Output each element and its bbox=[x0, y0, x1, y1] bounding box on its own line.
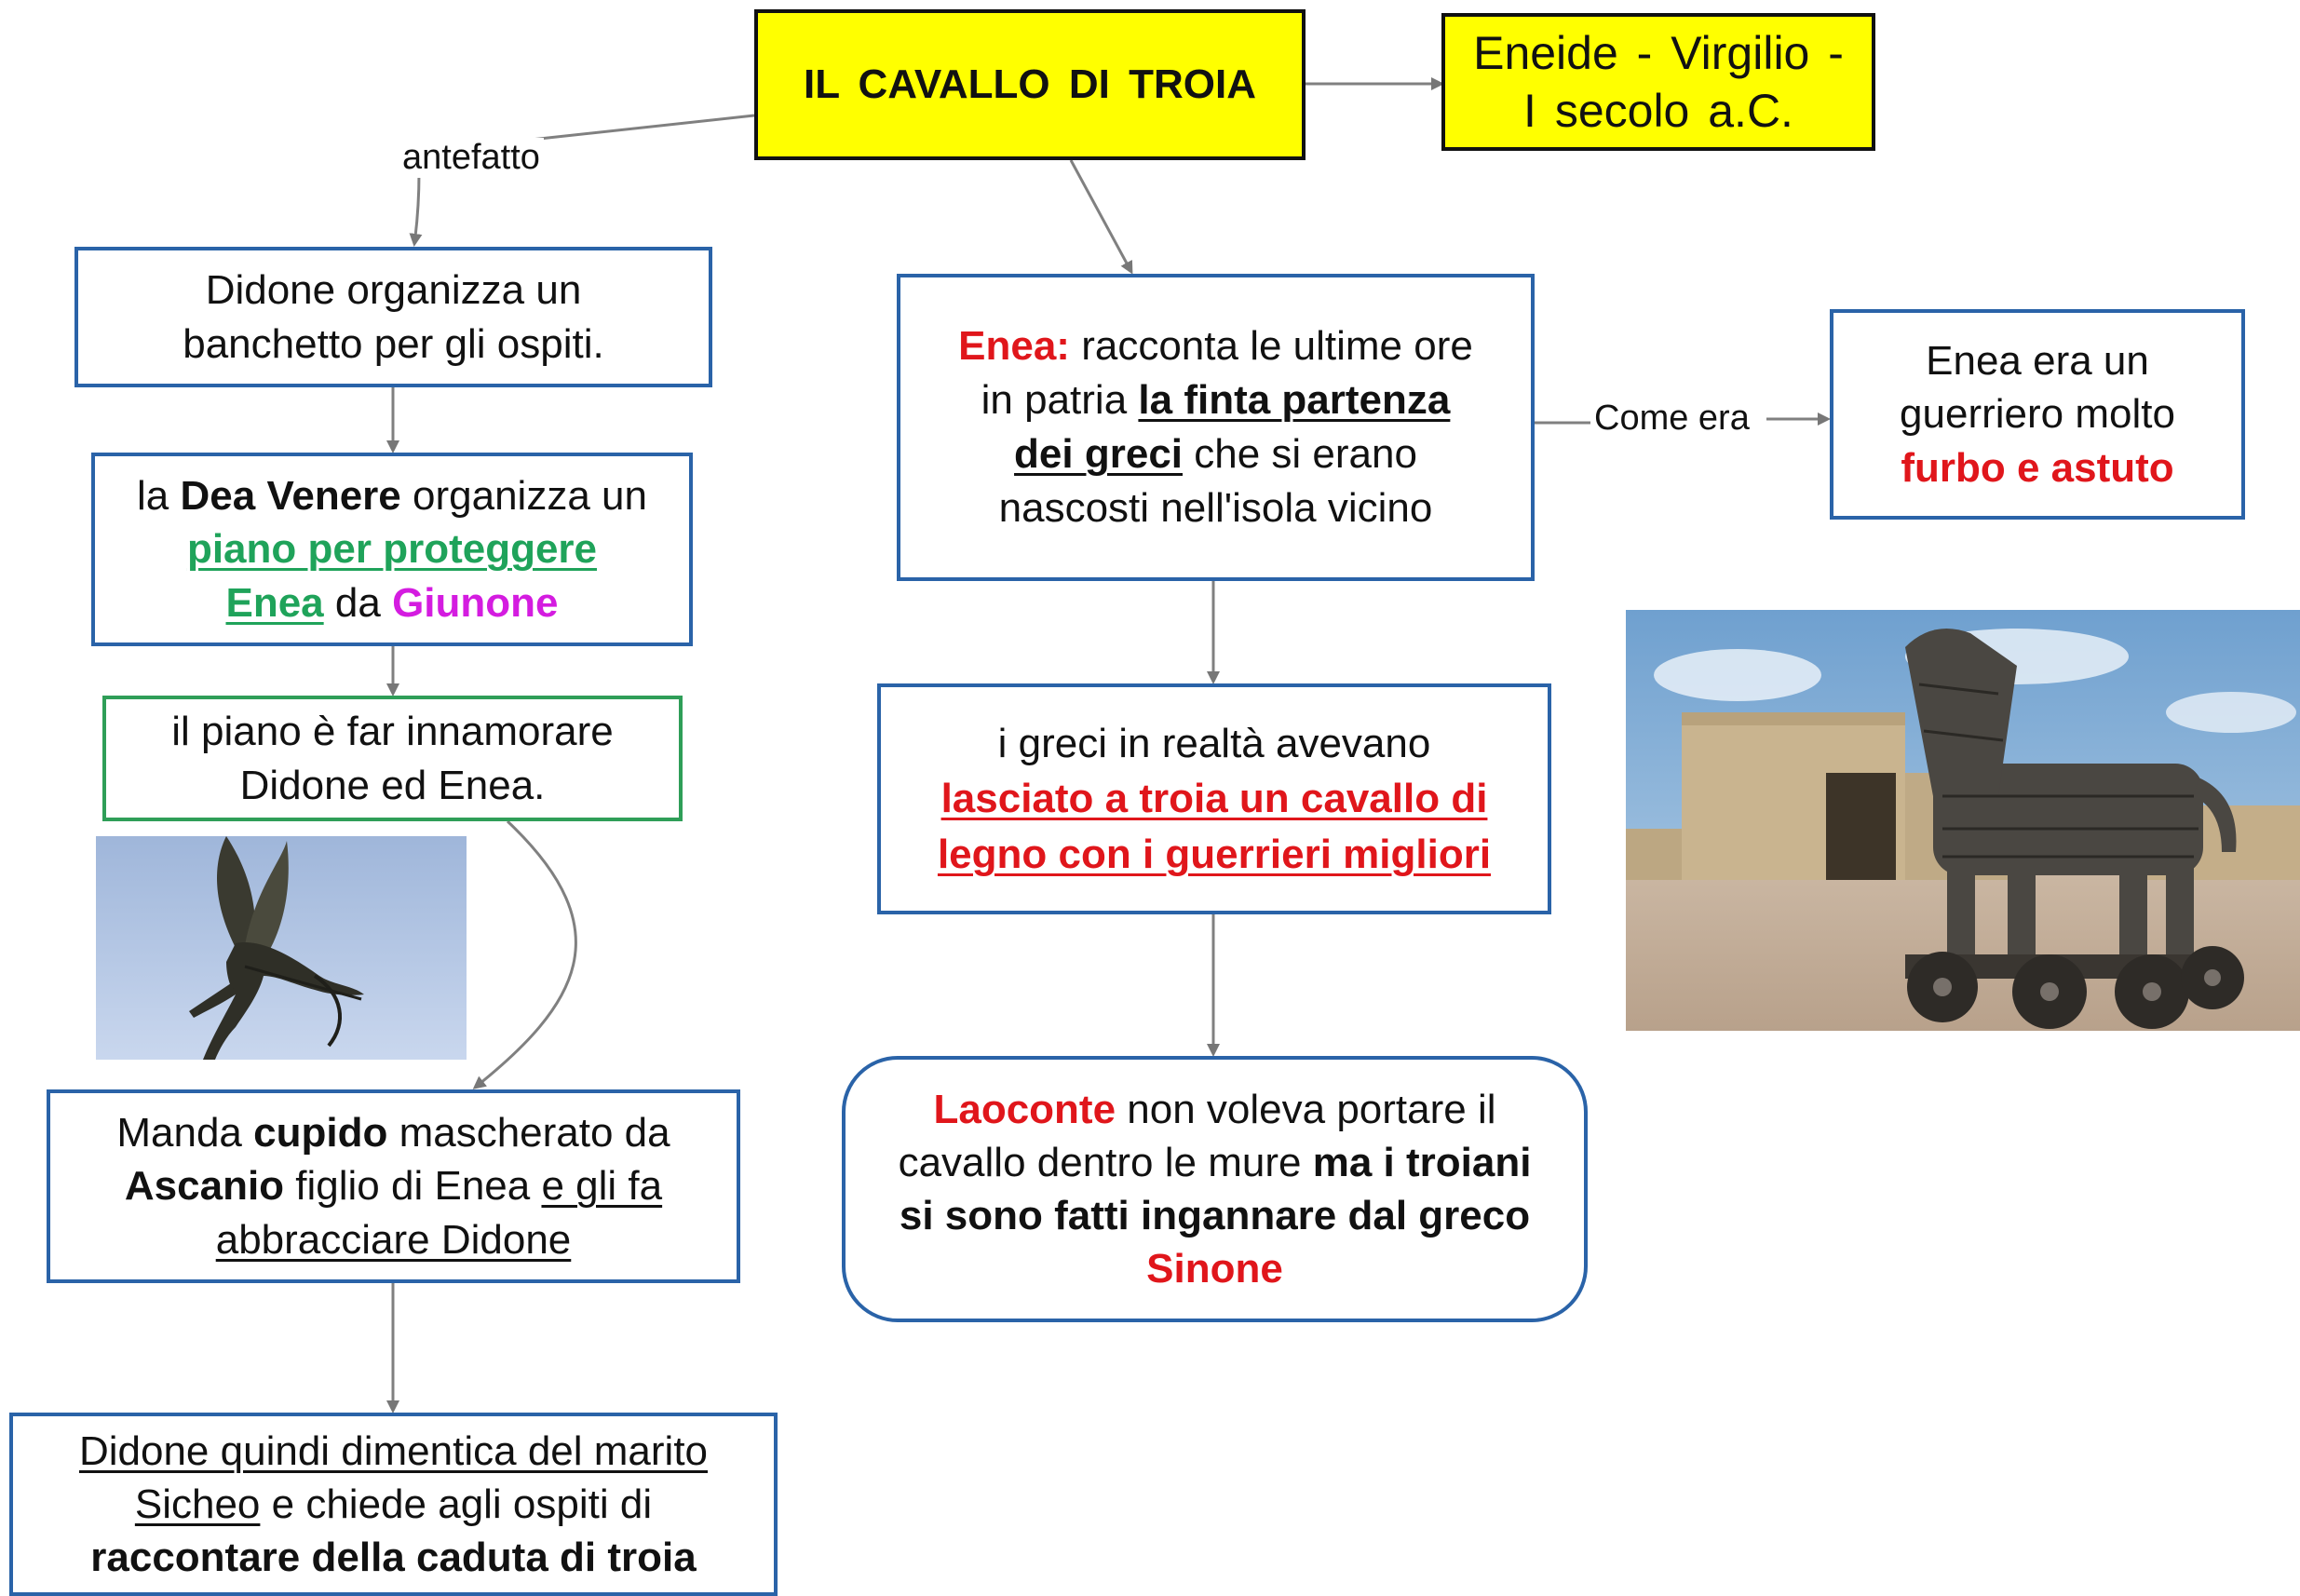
node-line: Ascanio figlio di Enea e gli fa bbox=[124, 1163, 663, 1210]
node-line: Didone quindi dimentica del marito bbox=[78, 1427, 709, 1474]
edge-label-come-era: Come era bbox=[1590, 399, 1753, 439]
node-sicheo[interactable] bbox=[9, 1413, 778, 1596]
node-line: Laoconte non voleva portare il bbox=[933, 1086, 1496, 1132]
node-line: cavallo dentro le mure ma i troiani bbox=[898, 1139, 1532, 1185]
node-line: piano per proteggere bbox=[186, 526, 598, 573]
node-text: Didone ed Enea. bbox=[239, 762, 546, 808]
node-text: banchetto per gli ospiti. bbox=[183, 320, 604, 367]
node-line: dei greci che si erano bbox=[1014, 431, 1417, 477]
node-line: nascosti nell'isola vicino bbox=[998, 485, 1433, 532]
node-line: i greci in realtà avevano bbox=[997, 720, 1431, 766]
node-line: si sono fatti ingannare dal greco bbox=[899, 1193, 1531, 1238]
node-laoconte[interactable] bbox=[842, 1056, 1588, 1322]
node-line: guerriero molto bbox=[1900, 391, 2175, 438]
node-line: Sinone bbox=[1146, 1246, 1283, 1292]
node-furbo-astuto[interactable] bbox=[1830, 309, 2245, 520]
node-line: Enea era un bbox=[1926, 338, 2149, 385]
trojan-horse-image bbox=[1626, 610, 2300, 1031]
node-line: Enea da Giunone bbox=[225, 579, 559, 626]
node-text: Didone organizza un bbox=[205, 267, 582, 314]
node-il-piano[interactable] bbox=[102, 696, 683, 821]
edge-piano-cupido bbox=[475, 821, 575, 1088]
node-didone-banchetto[interactable] bbox=[74, 247, 712, 387]
node-line: lasciato a troia un cavallo di bbox=[940, 776, 1488, 822]
node-line: furbo e astuto bbox=[1901, 444, 2174, 491]
node-line: raccontare della caduta di troia bbox=[90, 1535, 697, 1581]
node-line: Enea: racconta le ultime ore bbox=[958, 322, 1473, 369]
node-text: il piano è far innamorare bbox=[171, 709, 614, 755]
node-greci[interactable] bbox=[877, 683, 1551, 914]
edge-antefatto-didone bbox=[414, 172, 419, 244]
node-line: abbracciare Didone bbox=[215, 1216, 572, 1263]
edge-title-antefatto bbox=[531, 115, 754, 140]
page-title: IL CAVALLO DI TROIA bbox=[804, 61, 1256, 108]
node-line: in patria la finta partenza bbox=[981, 376, 1451, 423]
source-box[interactable] bbox=[1441, 13, 1875, 151]
node-dea-venere[interactable] bbox=[91, 453, 693, 646]
source-line-1: Eneide - Virgilio - bbox=[1473, 26, 1844, 79]
source-line-2: I secolo a.C. bbox=[1523, 85, 1793, 137]
edge-label-antefatto: antefatto bbox=[399, 138, 544, 178]
node-enea-racconta[interactable] bbox=[897, 274, 1535, 581]
edge-title-enea bbox=[1071, 160, 1131, 272]
node-line: Manda cupido mascherato da bbox=[116, 1110, 670, 1156]
node-line: legno con i guerrieri migliori bbox=[937, 831, 1492, 877]
node-line: la Dea Venere organizza un bbox=[137, 473, 647, 520]
node-line: Sicheo e chiede agli ospiti di bbox=[134, 1481, 653, 1527]
cupid-statue-image bbox=[96, 836, 467, 1060]
title-box[interactable] bbox=[754, 9, 1306, 160]
node-cupido[interactable] bbox=[47, 1089, 740, 1283]
